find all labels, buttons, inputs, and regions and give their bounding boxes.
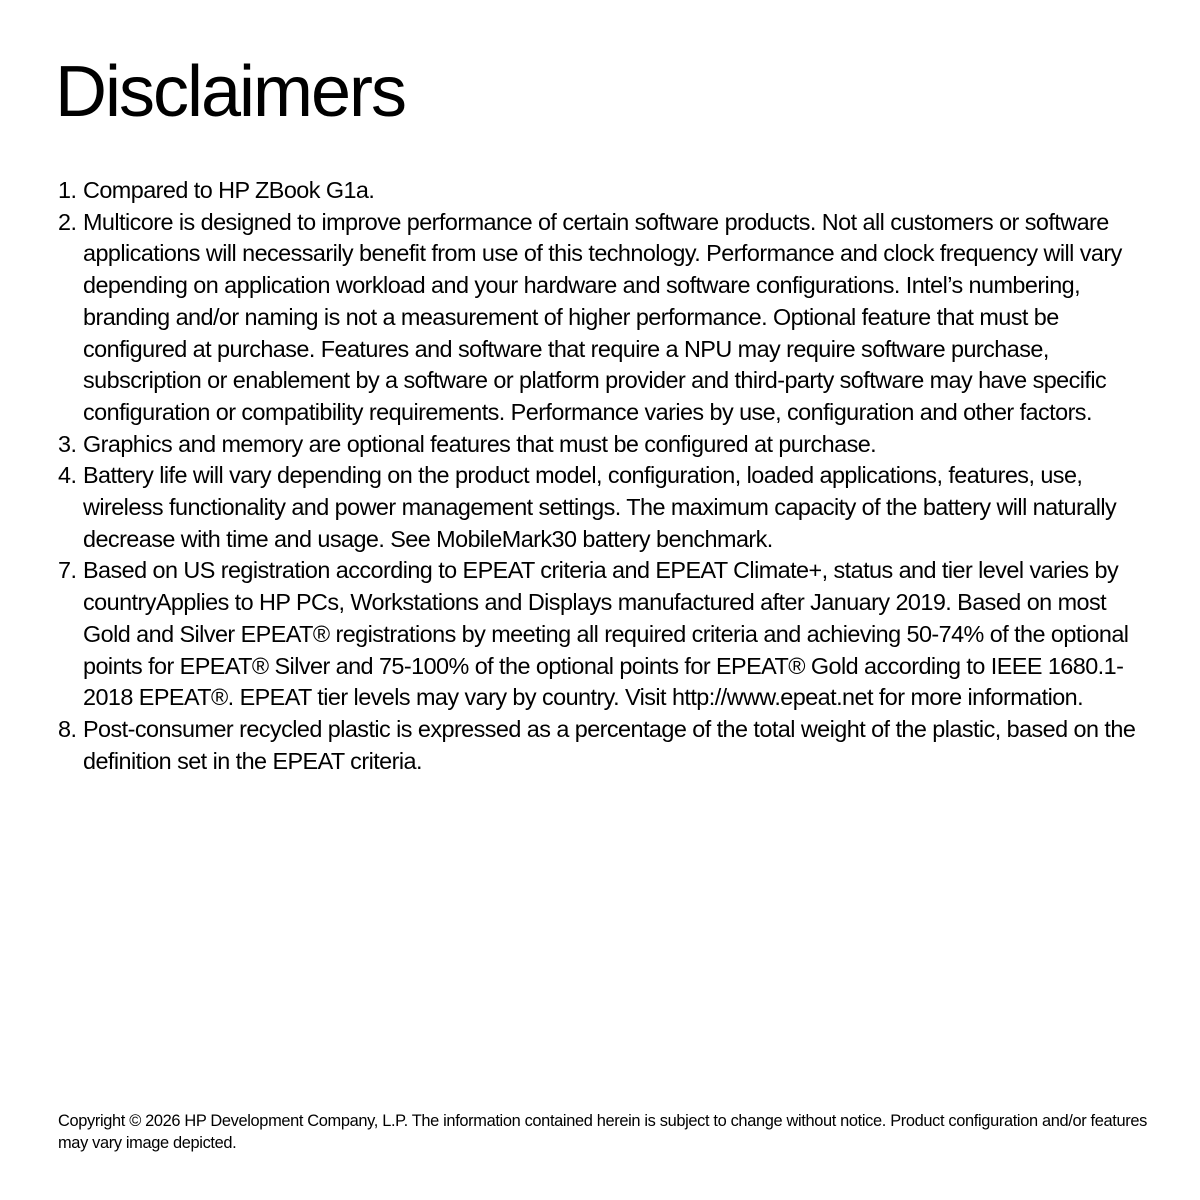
disclaimer-item-3 — [58, 429, 1143, 461]
disclaimer-item-7 — [58, 555, 1143, 714]
page-title: Disclaimers — [55, 52, 406, 132]
disclaimer-item-1 — [58, 175, 1143, 207]
disclaimer-text: Compared to HP ZBook G1a. — [83, 177, 375, 203]
disclaimer-item-2 — [58, 207, 1143, 429]
disclaimer-number: 7. — [58, 557, 77, 584]
disclaimer-number: 4. — [58, 462, 77, 489]
disclaimer-text: Multicore is designed to improve performance of certain software products. Not all customers or software applications will necessarily benefit from use of this technology. Performance and clock frequency will vary depending on application workload and your hardware and software configurations. Intel’s numbering, branding and/or naming is not a measurement of higher performance. Optional feature that must be configured at purchase. Features and software that require a NPU may require software purchase, subscription or enablement by a software or platform provider and third-party software may have specific configuration or compatibility requirements. Performance varies by use, configuration and other factors. — [83, 208, 1122, 425]
disclaimer-number: 1. — [58, 177, 77, 203]
disclaimer-list — [58, 175, 1143, 777]
copyright-footer: Copyright © 2026 HP Development Company, L.P. The information contained herein is subject to change without notice. Product configuration and/or features may vary image depicted. — [58, 1112, 1147, 1152]
disclaimer-text: Based on US registration according to EPEAT criteria and EPEAT Climate+, status and tier level varies by countryApplies to HP PCs, Workstations and Displays manufactured after January 2019. Based on most Gold and Silver EPEAT® registrations by meeting all required criteria and achieving 50-74% of the optional points for EPEAT® Silver and 75-100% of the optional points for EPEAT® Gold according to IEEE 1680.1-2018 EPEAT®. EPEAT tier levels may vary by country. Visit http://www.epeat.net for more information. — [83, 557, 1129, 711]
disclaimer-number: 3. — [58, 430, 77, 457]
disclaimer-number: 2. — [58, 208, 77, 235]
disclaimer-item-4 — [58, 460, 1143, 555]
disclaimer-item-8 — [58, 714, 1143, 777]
disclaimer-number: 8. — [58, 715, 77, 742]
disclaimer-text: Graphics and memory are optional features that must be configured at purchase. — [83, 430, 877, 457]
disclaimer-text: Battery life will vary depending on the product model, configuration, loaded applications, features, use, wireless functionality and power management settings. The maximum capacity of the battery will naturally decrease with time and usage. See MobileMark30 battery benchmark. — [83, 462, 1117, 552]
disclaimer-text: Post-consumer recycled plastic is expressed as a percentage of the total weight of the plastic, based on the definition set in the EPEAT criteria. — [83, 715, 1136, 774]
